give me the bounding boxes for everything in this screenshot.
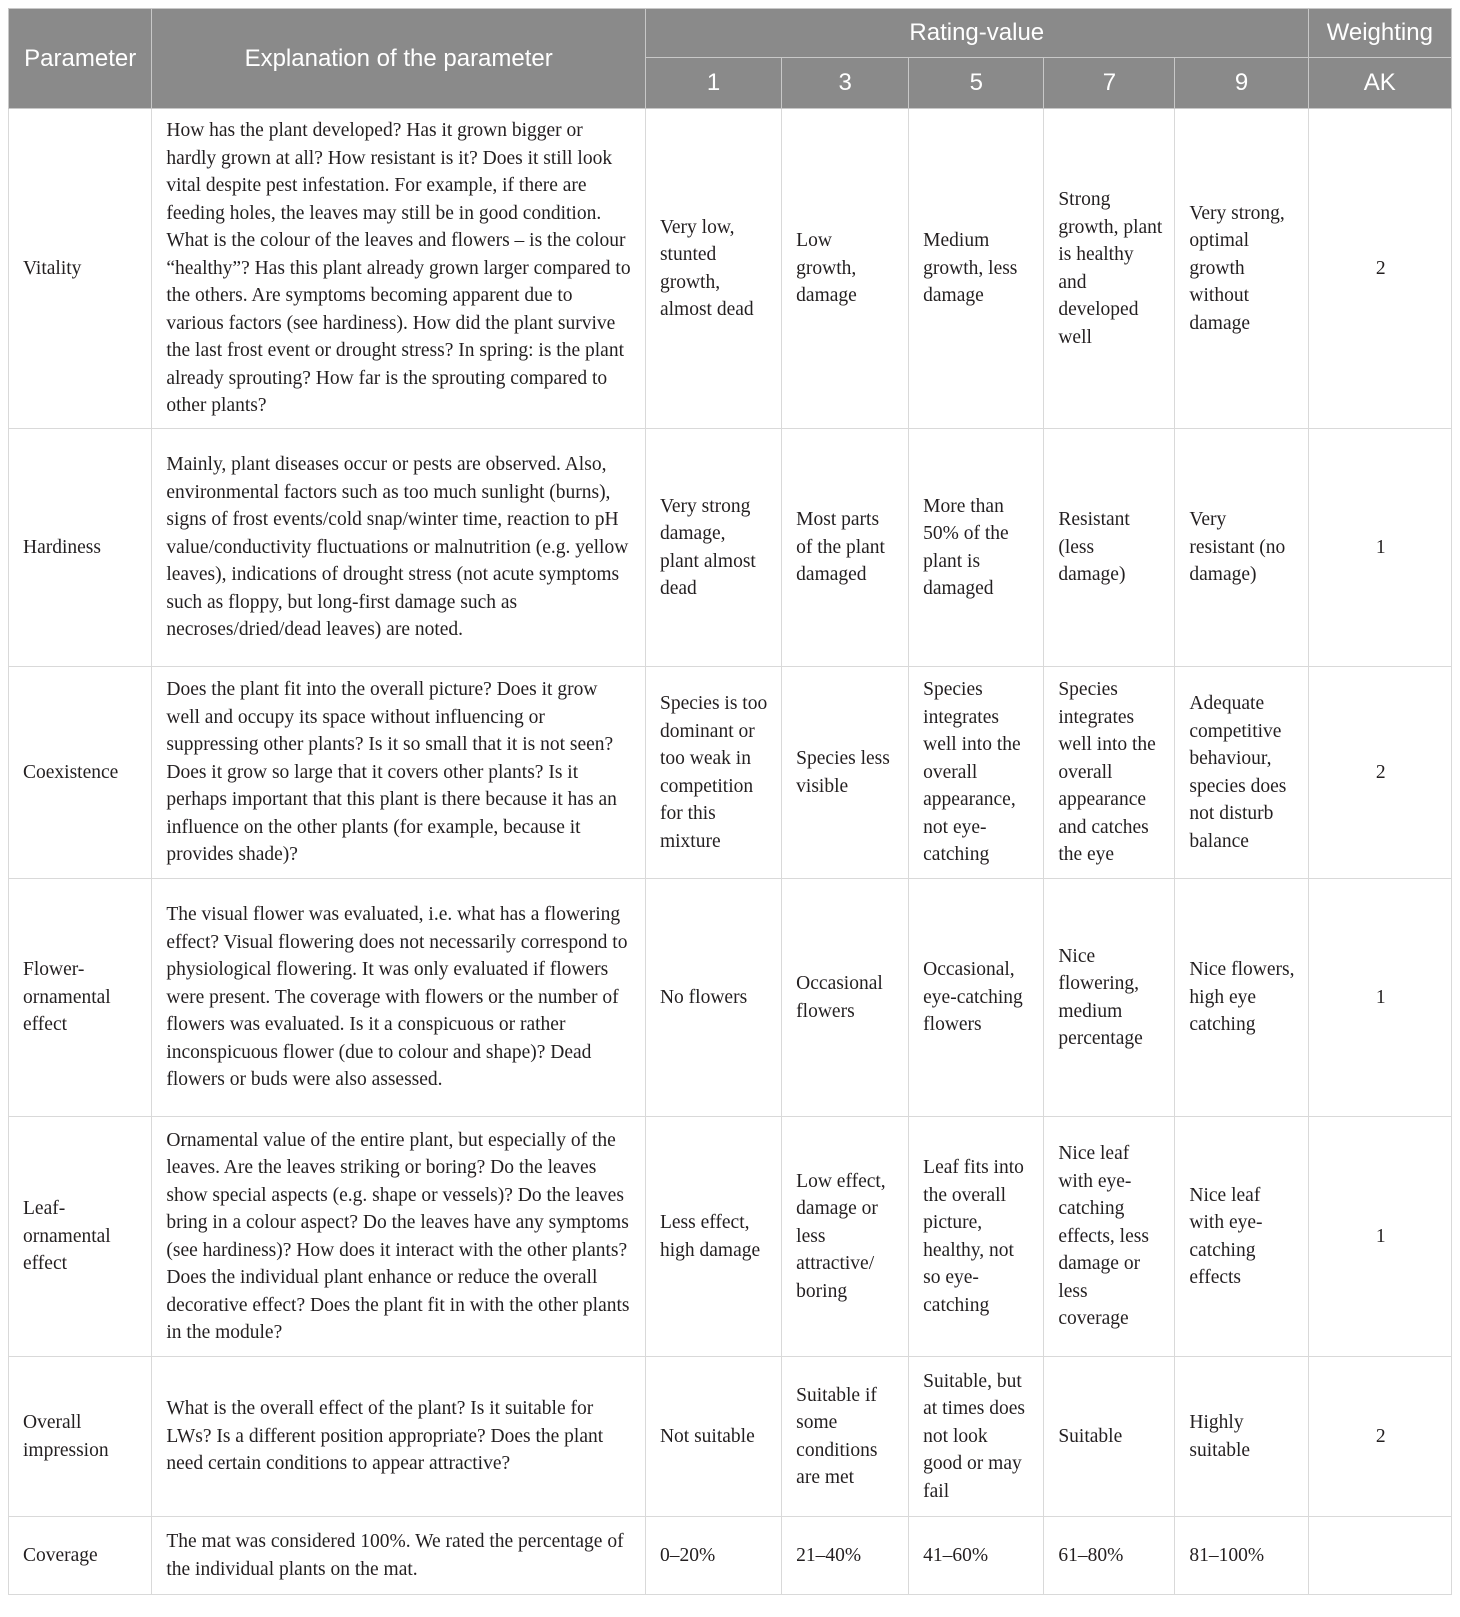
rating-table [8, 8, 1452, 1595]
table-row-coexistence [9, 667, 1452, 879]
weighting-cell [1308, 1517, 1451, 1595]
rating-7-cell: Species integrates well into the overall appearance and catches the eye [1044, 667, 1175, 879]
rating-5-cell: Medium growth, less damage [909, 109, 1044, 429]
parameter-cell: Overall impression [9, 1357, 152, 1517]
table-row-leaf-ornamental [9, 1117, 1452, 1357]
rating-3-cell: Occasional flowers [782, 879, 909, 1117]
explanation-cell: What is the overall effect of the plant? Is it suitable for LWs? Is a different position appropriate? Does the plant need certain conditions to appear attractive? [152, 1357, 646, 1517]
rating-5-cell: Leaf fits into the overall picture, healthy, not so eye-catching [909, 1117, 1044, 1357]
rating-1-cell: 0–20% [645, 1517, 781, 1595]
rating-5-cell: Occasional, eye-catching flowers [909, 879, 1044, 1117]
header-parameter: Parameter [9, 9, 152, 109]
rating-5-cell: Species integrates well into the overall appearance, not eye-catching [909, 667, 1044, 879]
rating-7-cell: Nice flowering, medium percentage [1044, 879, 1175, 1117]
table-row-coverage [9, 1517, 1452, 1595]
explanation-cell: The mat was considered 100%. We rated the percentage of the individual plants on the mat. [152, 1517, 646, 1595]
rating-3-cell: Low effect, damage or less attractive/ boring [782, 1117, 909, 1357]
weighting-cell: 2 [1308, 667, 1451, 879]
rating-7-cell: 61–80% [1044, 1517, 1175, 1595]
rating-9-cell: Very resistant (no damage) [1175, 429, 1308, 667]
rating-1-cell: No flowers [645, 879, 781, 1117]
table-row-hardiness [9, 429, 1452, 667]
rating-7-cell: Resistant (less damage) [1044, 429, 1175, 667]
rating-5-cell: More than 50% of the plant is damaged [909, 429, 1044, 667]
rating-7-cell: Strong growth, plant is healthy and developed well [1044, 109, 1175, 429]
rating-3-cell: Low growth, damage [782, 109, 909, 429]
explanation-cell: Does the plant fit into the overall picture? Does it grow well and occupy its space without influencing or suppressing other plants? Is it so small that it is not seen? Does it grow so large that it covers other plants? Is it perhaps important that this plant is there because it has an influence on the other plants (for example, because it provides shade)? [152, 667, 646, 879]
rating-1-cell: Not suitable [645, 1357, 781, 1517]
weighting-cell: 1 [1308, 1117, 1451, 1357]
rating-1-cell: Very low, stunted growth, almost dead [645, 109, 781, 429]
rating-3-cell: Most parts of the plant damaged [782, 429, 909, 667]
header-rating-value: Rating-value [645, 9, 1308, 58]
rating-9-cell: Nice flowers, high eye catching [1175, 879, 1308, 1117]
weighting-cell: 2 [1308, 1357, 1451, 1517]
explanation-cell: Ornamental value of the entire plant, but especially of the leaves. Are the leaves striking or boring? Do the leaves show special aspects (e.g. shape or vessels)? Do the leaves bring in a colour aspect? Do the leaves have any symptoms (see hardiness)? How does it interact with the other plants? Does the individual plant enhance or reduce the overall decorative effect? Does the plant fit in with the other plants in the module? [152, 1117, 646, 1357]
header-rating-9: 9 [1175, 58, 1308, 109]
weighting-cell: 1 [1308, 879, 1451, 1117]
table-row-flower-ornamental [9, 879, 1452, 1117]
rating-7-cell: Nice leaf with eye-catching effects, less damage or less coverage [1044, 1117, 1175, 1357]
rating-1-cell: Very strong damage, plant almost dead [645, 429, 781, 667]
parameter-cell: Flower-ornamental effect [9, 879, 152, 1117]
parameter-cell: Leaf-ornamental effect [9, 1117, 152, 1357]
header-ak: AK [1308, 58, 1451, 109]
header-rating-1: 1 [645, 58, 781, 109]
header-rating-5: 5 [909, 58, 1044, 109]
parameter-cell: Coexistence [9, 667, 152, 879]
rating-9-cell: Highly suitable [1175, 1357, 1308, 1517]
weighting-cell: 1 [1308, 429, 1451, 667]
rating-9-cell: Very strong, optimal growth without damage [1175, 109, 1308, 429]
rating-9-cell: Nice leaf with eye-catching effects [1175, 1117, 1308, 1357]
rating-3-cell: 21–40% [782, 1517, 909, 1595]
rating-1-cell: Species is too dominant or too weak in competition for this mixture [645, 667, 781, 879]
explanation-cell: How has the plant developed? Has it grown bigger or hardly grown at all? How resistant is it? Does it still look vital despite pest infestation. For example, if there are feeding holes, the leaves may still be in good condition. What is the colour of the leaves and flowers – is the colour “healthy”? Has this plant already grown larger compared to the others. Are symptoms becoming apparent due to various factors (see hardiness). How did the plant survive the last frost event or drought stress? In spring: is the plant already sprouting? How far is the sprouting compared to other plants? [152, 109, 646, 429]
parameter-cell: Hardiness [9, 429, 152, 667]
header-explanation: Explanation of the parameter [152, 9, 646, 109]
rating-7-cell: Suitable [1044, 1357, 1175, 1517]
header-rating-7: 7 [1044, 58, 1175, 109]
explanation-cell: The visual flower was evaluated, i.e. what has a flowering effect? Visual flowering does not necessarily correspond to physiological flowering. It was only evaluated if flowers were present. The coverage with flowers or the number of flowers was evaluated. Is it a conspicuous or rather inconspicuous flower (due to colour and shape)? Dead flowers or buds were also assessed. [152, 879, 646, 1117]
header-rating-3: 3 [782, 58, 909, 109]
rating-9-cell: Adequate competitive behaviour, species does not disturb balance [1175, 667, 1308, 879]
header-weighting: Weighting [1308, 9, 1451, 58]
parameter-cell: Vitality [9, 109, 152, 429]
rating-5-cell: 41–60% [909, 1517, 1044, 1595]
table-row-overall-impression [9, 1357, 1452, 1517]
explanation-cell: Mainly, plant diseases occur or pests are observed. Also, environmental factors such as too much sunlight (burns), signs of frost events/cold snap/winter time, reaction to pH value/conductivity fluctuations or malnutrition (e.g. yellow leaves), indications of drought stress (not acute symptoms such as floppy, but long-first damage such as necroses/dried/dead leaves) are noted. [152, 429, 646, 667]
rating-3-cell: Species less visible [782, 667, 909, 879]
parameter-cell: Coverage [9, 1517, 152, 1595]
table-row-vitality [9, 109, 1452, 429]
weighting-cell: 2 [1308, 109, 1451, 429]
rating-9-cell: 81–100% [1175, 1517, 1308, 1595]
rating-5-cell: Suitable, but at times does not look good or may fail [909, 1357, 1044, 1517]
rating-1-cell: Less effect, high damage [645, 1117, 781, 1357]
rating-3-cell: Suitable if some conditions are met [782, 1357, 909, 1517]
